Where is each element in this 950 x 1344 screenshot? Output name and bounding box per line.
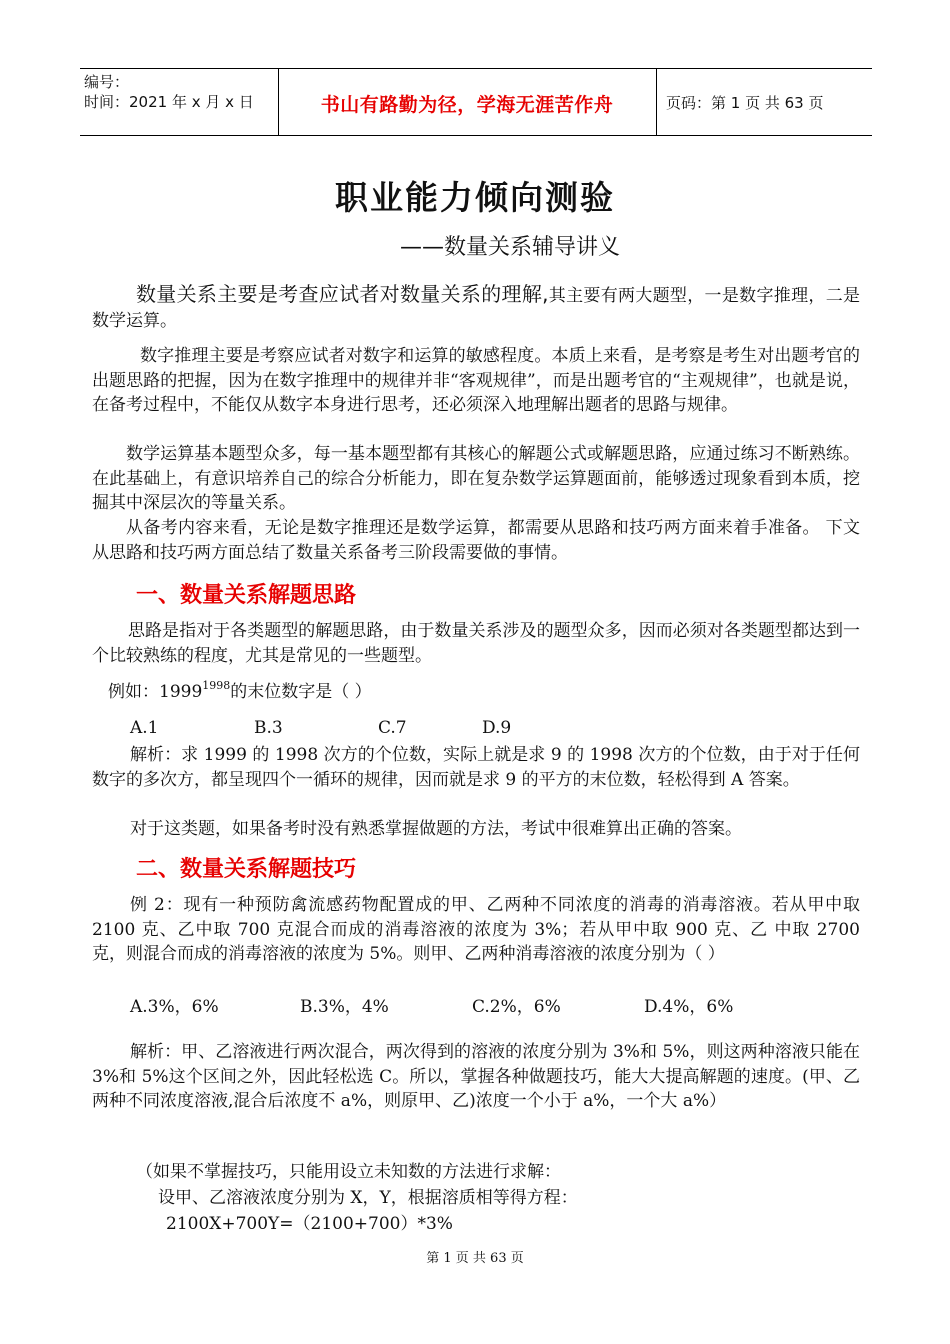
option-b: B.3 xyxy=(254,718,283,738)
page-header xyxy=(80,68,872,136)
section-1-note: 对于这类题，如果备考时没有熟悉掌握做题的方法，考试中很难算出正确的答案。 xyxy=(130,819,742,839)
section-1-example xyxy=(108,680,876,705)
option-d: D.9 xyxy=(482,718,512,738)
header-top-rule xyxy=(80,68,872,69)
section-2-alt-line-3: 2100X+700Y=（2100+700）*3% xyxy=(166,1214,453,1234)
intro-lead-rest: 其主要有两大题型，一是数字推理，二是数学运算。 xyxy=(92,286,860,331)
header-page-label: 页码：第 1 页 共 63 页 xyxy=(666,94,824,112)
header-motto: 书山有路勤为径，学海无涯苦作舟 xyxy=(320,94,614,116)
section-2-analysis: 解析：甲、乙溶液进行两次混合，两次得到的溶液的浓度分别为 3%和 5%，则这两种溶液只能在 3%和 5%这个区间之外，因此轻松选 C。所以，掌握各种做题技巧，能大大提高解题的速度。(甲、乙两种不同浓度溶液,混合后浓度不 a%，则原甲、乙)浓度一个小于 a%，一个大 a%） xyxy=(92,1042,860,1111)
intro-lead-big: 数量关系主要是考查应试者对数量关系的理解, xyxy=(136,282,549,306)
example-suffix: 的末位数字是（ ） xyxy=(230,682,372,702)
option-a: A.1 xyxy=(130,718,159,738)
section-2-alt-line-1: （如果不掌握技巧，只能用设立未知数的方法进行求解： xyxy=(136,1162,561,1182)
option-a: A.3%，6% xyxy=(130,997,219,1017)
header-number-label: 编号： xyxy=(84,73,130,91)
example-exponent: 1998 xyxy=(202,679,231,692)
example-prefix: 例如：1999 xyxy=(108,682,203,702)
section-2-alt-line-2: 设甲、乙溶液浓度分别为 X，Y，根据溶质相等得方程： xyxy=(158,1188,578,1208)
document-subtitle: ——数量关系辅导讲义 xyxy=(400,235,621,260)
option-c: C.7 xyxy=(378,718,407,738)
header-date-label: 时间：2021 年 x 月 x 日 xyxy=(84,93,254,111)
document-title: 职业能力倾向测验 xyxy=(335,178,615,217)
intro-paragraph-3: 从备考内容来看，无论是数字推理还是数学运算，都需要从思路和技巧两方面来着手准备。 下文从思路和技巧两方面总结了数量关系备考三阶段需要做的事情。 xyxy=(92,518,860,563)
section-1-heading: 一、数量关系解题思路 xyxy=(136,583,357,608)
header-meta xyxy=(84,72,254,112)
intro-paragraph-1: 数字推理主要是考察应试者对数字和运算的敏感程度。本质上来看，是考察是考生对出题考官的出题思路的把握，因为在数字推理中的规律并非“客观规律”，而是出题考官的“主观规律”，也就是说，在备考过程中，不能仅从数字本身进行思考，还必须深入地理解出题者的思路与规律。 xyxy=(92,346,860,415)
header-divider xyxy=(656,68,657,136)
intro-paragraph-2: 数学运算基本题型众多，每一基本题型都有其核心的解题公式或解题思路，应通过练习不断熟练。在此基础上，有意识培养自己的综合分析能力，即在复杂数学运算题面前，能够透过现象看到本质，挖掘其中深层次的等量关系。 xyxy=(92,444,860,513)
section-1-paragraph: 思路是指对于各类题型的解题思路，由于数量关系涉及的题型众多，因而必须对各类题型都达到一个比较熟练的程度，尤其是常见的一些题型。 xyxy=(92,621,860,666)
option-b: B.3%，4% xyxy=(300,997,389,1017)
option-c: C.2%，6% xyxy=(472,997,561,1017)
section-1-analysis: 解析：求 1999 的 1998 次方的个位数，实际上就是求 9 的 1998 次方的个位数，由于对于任何数字的多次方，都呈现四个一循环的规律，因而就是求 9 的平方的末位数，轻松得到 A 答案。 xyxy=(92,745,860,790)
header-bottom-rule xyxy=(80,135,872,136)
section-2-example: 例 2：现有一种预防禽流感药物配置成的甲、乙两种不同浓度的消毒的消毒溶液。若从甲中取 2100 克、乙中取 700 克混合而成的消毒溶液的浓度为 3%；若从甲中取 900 克、乙 中取 2700 克，则混合而成的消毒溶液的浓度为 5%。则甲、乙两种消毒溶液的浓度分别为（ ） xyxy=(92,895,860,964)
page-footer: 第 1 页 共 63 页 xyxy=(426,1251,524,1266)
intro-lead-paragraph xyxy=(92,282,860,333)
section-2-heading: 二、数量关系解题技巧 xyxy=(136,857,357,882)
option-d: D.4%，6% xyxy=(644,997,734,1017)
